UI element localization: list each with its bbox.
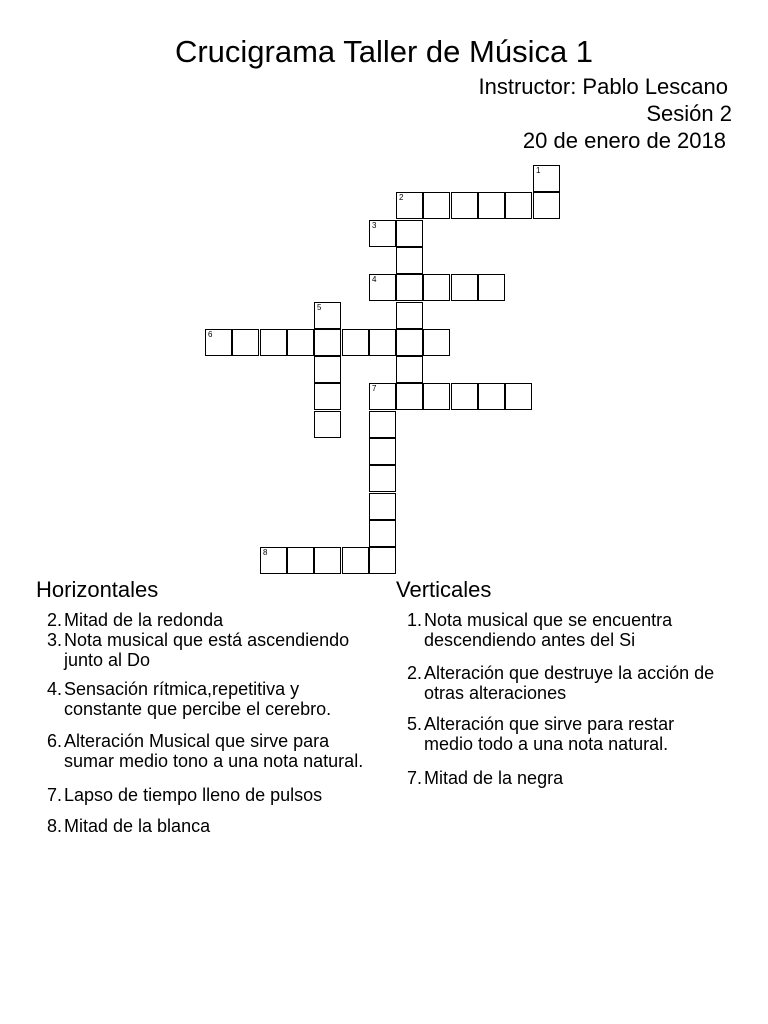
clue-h-8: [36, 816, 366, 836]
clue-text: Nota musical que se encuentra descendiendo antes del Si: [424, 610, 673, 650]
clue-number: 3.: [46, 630, 62, 650]
crossword-cell[interactable]: [478, 383, 505, 410]
crossword-cell[interactable]: [260, 547, 287, 574]
session-line: Sesión 2: [646, 101, 732, 126]
clue-h-3: [36, 630, 366, 670]
clue-h-6: [36, 731, 366, 771]
crossword-cell[interactable]: [533, 192, 560, 219]
clue-text: Alteración Musical que sirve para sumar medio tono a una nota natural.: [64, 731, 364, 771]
clue-text: Mitad de la redonda: [64, 610, 224, 630]
crossword-cell[interactable]: [478, 192, 505, 219]
crossword-cell[interactable]: [369, 411, 396, 438]
crossword-cell[interactable]: [314, 411, 341, 438]
cell-number: 3: [372, 221, 377, 230]
crossword-cell[interactable]: [533, 165, 560, 192]
crossword-cell[interactable]: [396, 192, 423, 219]
verticales-heading: Verticales: [396, 577, 492, 602]
crossword-cell[interactable]: [451, 274, 478, 301]
crossword-cell[interactable]: [342, 547, 369, 574]
clue-number: 4.: [46, 679, 62, 699]
crossword-cell[interactable]: [369, 547, 396, 574]
clue-number: 5.: [406, 714, 422, 734]
clue-number: 6.: [46, 731, 62, 751]
clue-number: 7.: [46, 785, 62, 805]
crossword-cell[interactable]: [314, 356, 341, 383]
clue-text: Mitad de la negra: [424, 768, 564, 788]
verticales-clue-list: [396, 610, 716, 788]
clue-v-5: [396, 714, 716, 754]
cell-number: 7: [372, 384, 377, 393]
crossword-cell[interactable]: [396, 302, 423, 329]
clue-text: Mitad de la blanca: [64, 816, 211, 836]
crossword-cell[interactable]: [369, 383, 396, 410]
crossword-cell[interactable]: [369, 438, 396, 465]
clue-text: Nota musical que está ascendiendo junto al Do: [64, 630, 350, 670]
cell-number: 6: [208, 330, 213, 339]
crossword-cell[interactable]: [423, 383, 450, 410]
clue-h-2: [36, 610, 366, 630]
clue-text: Sensación rítmica,repetitiva y constante que percibe el cerebro.: [64, 679, 332, 719]
crossword-cell[interactable]: [232, 329, 259, 356]
clue-number: 2.: [46, 610, 62, 630]
crossword-cell[interactable]: [205, 329, 232, 356]
crossword-cell[interactable]: [423, 329, 450, 356]
clue-text: Alteración que sirve para restar medio todo a una nota natural.: [424, 714, 675, 754]
cell-number: 8: [263, 548, 268, 557]
crossword-cell[interactable]: [423, 192, 450, 219]
page-title: Crucigrama Taller de Música 1: [174, 34, 594, 69]
crossword-cell[interactable]: [396, 329, 423, 356]
clue-number: 7.: [406, 768, 422, 788]
crossword-cell[interactable]: [396, 356, 423, 383]
date-line: 20 de enero de 2018: [522, 128, 726, 153]
crossword-cell[interactable]: [287, 329, 314, 356]
horizontales-clue-list: [36, 610, 366, 836]
clue-text: Lapso de tiempo lleno de pulsos: [64, 785, 323, 805]
crossword-cell[interactable]: [369, 520, 396, 547]
crossword-cell[interactable]: [451, 192, 478, 219]
instructor-line: Instructor: Pablo Lescano: [478, 74, 728, 99]
crossword-cell[interactable]: [396, 274, 423, 301]
clue-number: 1.: [406, 610, 422, 630]
clue-number: 8.: [46, 816, 62, 836]
crossword-cell[interactable]: [505, 192, 532, 219]
clue-v-1: [396, 610, 716, 650]
clue-number: 2.: [406, 663, 422, 683]
clue-v-7: [396, 768, 716, 788]
crossword-cell[interactable]: [369, 329, 396, 356]
crossword-cell[interactable]: [369, 493, 396, 520]
crossword-cell[interactable]: [314, 383, 341, 410]
crossword-cell[interactable]: [260, 329, 287, 356]
crossword-cell[interactable]: [423, 274, 450, 301]
crossword-cell[interactable]: [478, 274, 505, 301]
cell-number: 2: [399, 193, 404, 202]
clue-v-2: [396, 663, 716, 703]
crossword-cell[interactable]: [396, 247, 423, 274]
crossword-cell[interactable]: [314, 547, 341, 574]
clue-h-7: [36, 785, 366, 805]
cell-number: 4: [372, 275, 377, 284]
crossword-cell[interactable]: [396, 383, 423, 410]
horizontales-heading: Horizontales: [36, 577, 159, 602]
cell-number: 1: [536, 166, 541, 175]
crossword-cell[interactable]: [369, 465, 396, 492]
crossword-cell[interactable]: [505, 383, 532, 410]
crossword-cell[interactable]: [369, 220, 396, 247]
crossword-cell[interactable]: [314, 302, 341, 329]
crossword-cell[interactable]: [342, 329, 369, 356]
clue-text: Alteración que destruye la acción de otras alteraciones: [424, 663, 715, 703]
crossword-cell[interactable]: [369, 274, 396, 301]
clue-h-4: [36, 679, 366, 719]
crossword-cell[interactable]: [287, 547, 314, 574]
crossword-cell[interactable]: [451, 383, 478, 410]
crossword-cell[interactable]: [314, 329, 341, 356]
cell-number: 5: [317, 303, 322, 312]
crossword-cell[interactable]: [396, 220, 423, 247]
